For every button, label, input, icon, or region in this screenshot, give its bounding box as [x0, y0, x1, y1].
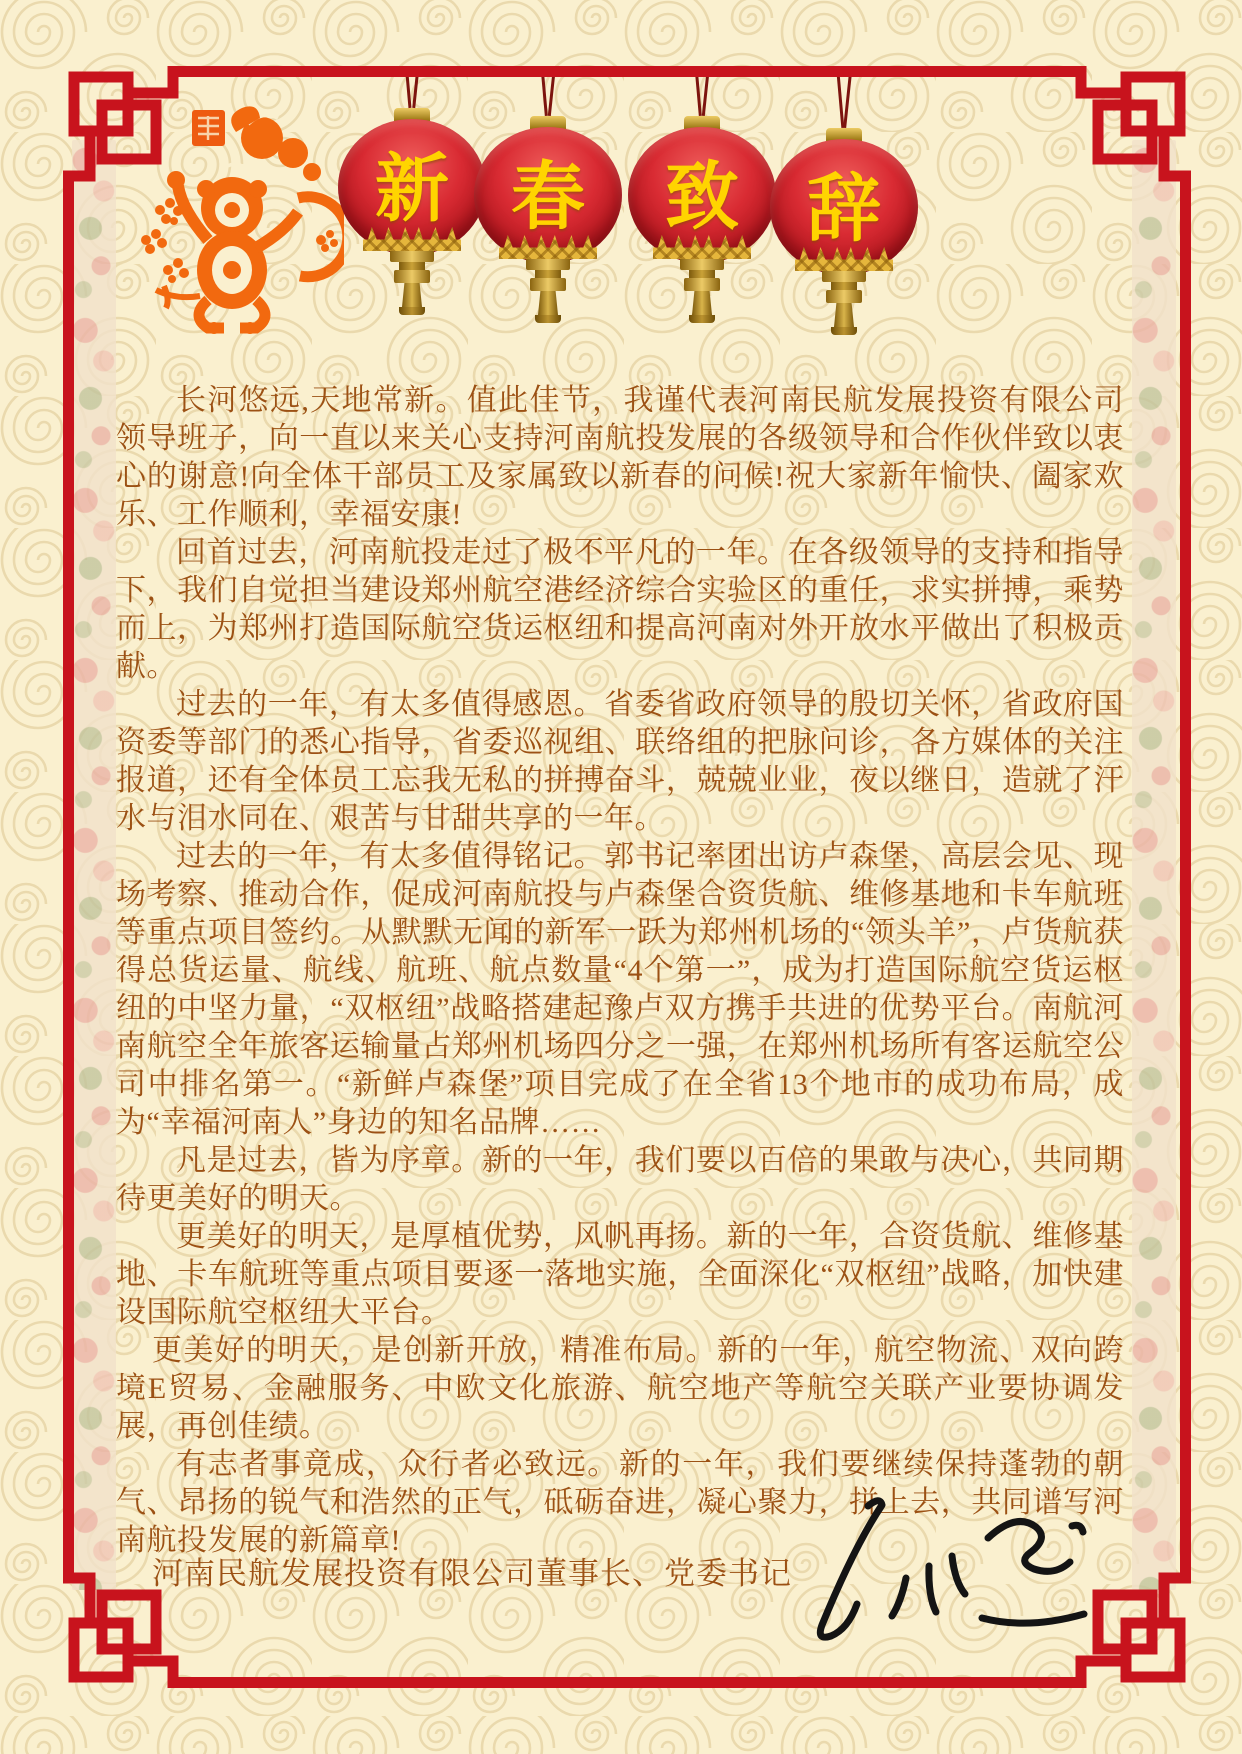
paragraph-7: 更美好的明天，是创新开放，精准布局。新的一年，航空物流、双向跨境E贸易、金融服务、中欧文化旅游、航空地产等航空关联产业要协调发展，再创佳绩。 — [116, 1334, 1124, 1443]
frame-left-line — [63, 230, 74, 1524]
frame-right-line — [1180, 230, 1191, 1524]
lantern-tassel — [822, 270, 866, 335]
lantern-string — [833, 74, 855, 128]
lantern-tassel — [526, 258, 570, 323]
paragraph-8: 有志者事竟成，众行者必致远。新的一年，我们要继续保持蓬勃的朝气、昂扬的锐气和浩然的正气，砥砺奋进，凝心聚力，拼上去，共同谱写河南航投发展的新篇章! — [116, 1448, 1124, 1557]
lantern-character: 新 — [375, 149, 449, 231]
frame-corner-bottom-left-icon — [57, 1524, 227, 1694]
paragraph-1: 长河悠远,天地常新。值此佳节，我谨代表河南民航发展投资有限公司领导班子，向一直以来关心支持河南航投发展的各级领导和合作伙伴致以衷心的谢意!向全体干部员工及家属致以新春的问候!祝大家新年愉快、阖家欢乐、工作顺利，幸福安康! — [116, 384, 1124, 531]
peony-strip-right — [1132, 140, 1176, 1590]
frame-corner-bottom-right-icon — [1027, 1524, 1197, 1694]
frame-top-line — [227, 66, 1027, 77]
letter-body — [116, 382, 1124, 1560]
lantern-string — [401, 74, 423, 108]
red-lantern-icon — [474, 127, 622, 263]
lantern-character: 辞 — [807, 169, 881, 251]
lantern-3 — [622, 74, 782, 323]
lantern-string — [537, 74, 559, 116]
red-lantern-icon — [628, 127, 776, 263]
frame-corner-top-left-icon — [57, 60, 227, 230]
paragraph-2: 回首过去，河南航投走过了极不平凡的一年。在各级领导的支持和指导下，我们自觉担当建设郑州航空港经济综合实验区的重任，求实拼搏，乘势而上，为郑州打造国际航空货运枢纽和提高河南对外开放水平做出了积极贡献。 — [116, 536, 1124, 683]
paragraph-4: 过去的一年，有太多值得铭记。郭书记率团出访卢森堡，高层会见、现场考察、推动合作，促成河南航投与卢森堡合资货航、维修基地和卡车航班等重点项目签约。从默默无闻的新军一跃为郑州机场的“领头羊”，卢货航获得总货运量、航线、航班、航点数量“4个第一”，成为打造国际航空货运枢纽的中坚力量，“双枢纽”战略搭建起豫卢双方携手共进的优势平台。南航河南航空全年旅客运输量占郑州机场四分之一强，在郑州机场所有客运航空公司中排名第一。“新鲜卢森堡”项目完成了在全省13个地市的成功布局，成为“幸福河南人”身边的知名品牌…… — [116, 840, 1124, 1139]
lantern-tassel — [390, 250, 434, 315]
lantern-2 — [468, 74, 628, 323]
lantern-string — [691, 74, 713, 116]
signature-title: 河南民航发展投资有限公司董事长、党委书记 — [152, 1556, 792, 1591]
paragraph-6: 更美好的明天，是厚植优势，风帆再扬。新的一年，合资货航、维修基地、卡车航班等重点项目要逐一落地实施，全面深化“双枢纽”战略，加快建设国际航空枢纽大平台。 — [116, 1220, 1124, 1329]
paragraph-3: 过去的一年，有太多值得感恩。省委省政府领导的殷切关怀，省政府国资委等部门的悉心指导，省委巡视组、联络组的把脉问诊，各方媒体的关注报道，还有全体员工忘我无私的拼搏奋斗，兢兢业业，夜以继日，造就了汗水与泪水同在、艰苦与甘甜共享的一年。 — [116, 688, 1124, 835]
lantern-character: 致 — [665, 157, 739, 239]
red-lantern-icon — [770, 139, 918, 275]
lantern-4 — [764, 74, 924, 335]
lantern-character: 春 — [511, 157, 585, 239]
paragraph-5: 凡是过去，皆为序章。新的一年，我们要以百倍的果敢与决心，共同期待更美好的明天。 — [116, 1144, 1124, 1215]
peony-strip-left — [72, 140, 116, 1590]
frame-corner-top-right-icon — [1027, 60, 1197, 230]
frame-bottom-line — [227, 1677, 1027, 1688]
lantern-tassel — [680, 258, 724, 323]
red-lantern-icon — [338, 119, 486, 255]
